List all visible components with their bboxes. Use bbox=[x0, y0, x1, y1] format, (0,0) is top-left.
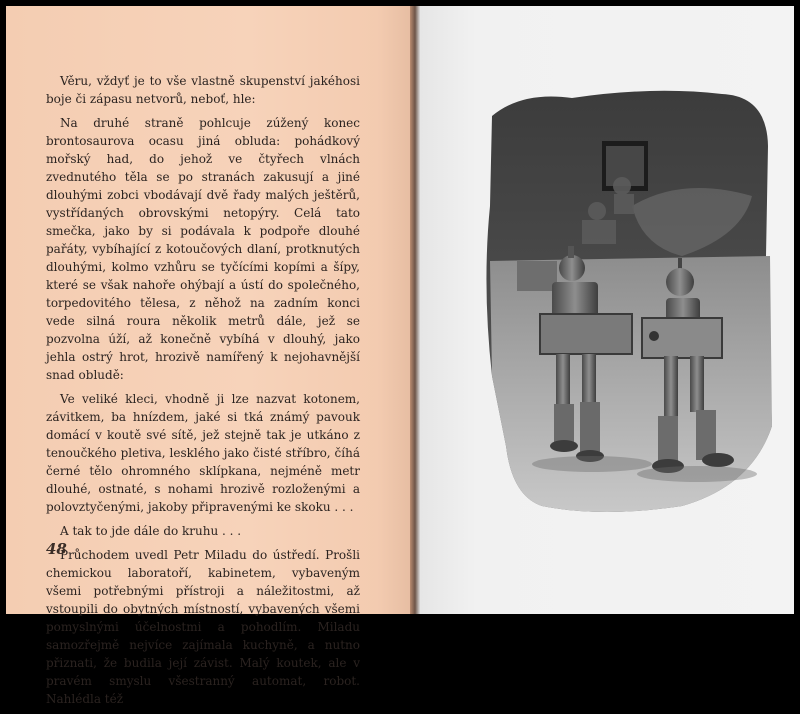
book-gutter bbox=[410, 6, 420, 614]
paragraph: Ve veliké kleci, vhodně ji lze nazvat kotonem, závitkem, ba hnízdem, jaké si tká známý pavouk domácí v koutě své sítě, jež stejně tak je utkáno z tenoučkého pletiva, lesklého jako čisté stříbro, číhá černé tělo ohromného sklípkana, nejméně metr dlouhé, ostnaté, s nohami hrozivě rozloženými a polovztyčenými, jakoby připravenými ke skoku . . . bbox=[46, 392, 360, 514]
right-page bbox=[420, 6, 794, 614]
paragraph: Na druhé straně pohlcuje zúžený konec brontosaurova ocasu jiná obluda: pohádkový mořský had, do jehož ve čtyřech vlnách zvednutého těla se po stranách zakusují a jiné dlouhými zobci vbodávají dvě řady malých ještěrů, vystřídaných obrovskými netopýry. Celá tato smečka, jako by si podávala k podpoře dlouhé pařáty, vybíhající z kotoučových dlaní, protknutých dlouhými, kolmo vzhůru se tyčícími kopími a šípy, které se však nahoře ohýbají a ústí do společného, torpedovitého tělesa, z něhož na zadním konci vede silná roura několik metrů dále, jež se pozvolna úží, až konečně vybíhá v dlouhý, jako jehla ostrý hrot, hrozivě namířený k nejohavnější snad obludě: bbox=[46, 116, 360, 382]
left-page bbox=[6, 6, 410, 706]
paragraph: Věru, vždyť je to vše vlastně skupenství jakéhosi boje či zápasu netvorů, neboť, hle: bbox=[46, 74, 360, 106]
page-number: 48 bbox=[46, 540, 67, 558]
book-spread bbox=[6, 6, 794, 706]
robots-illustration bbox=[482, 86, 772, 516]
body-text bbox=[46, 72, 360, 714]
paragraph: Průchodem uvedl Petr Miladu do ústředí. Prošli chemickou laboratoří, kabinetem, vybaveným všemi potřebnými přístroji a náležitostmi, až vstoupili do obytných místností, vybavených všemi pomyslnými účelnostmi a pohodlím. Miladu samozřejmě nejvíce zajímala kuchyně, a nutno přiznati, že budila její závist. Malý koutek, ale v pravém smyslu všestranný automat, robot. Nahlédla též bbox=[46, 548, 360, 706]
paragraph: A tak to jde dále do kruhu . . . bbox=[60, 524, 242, 538]
